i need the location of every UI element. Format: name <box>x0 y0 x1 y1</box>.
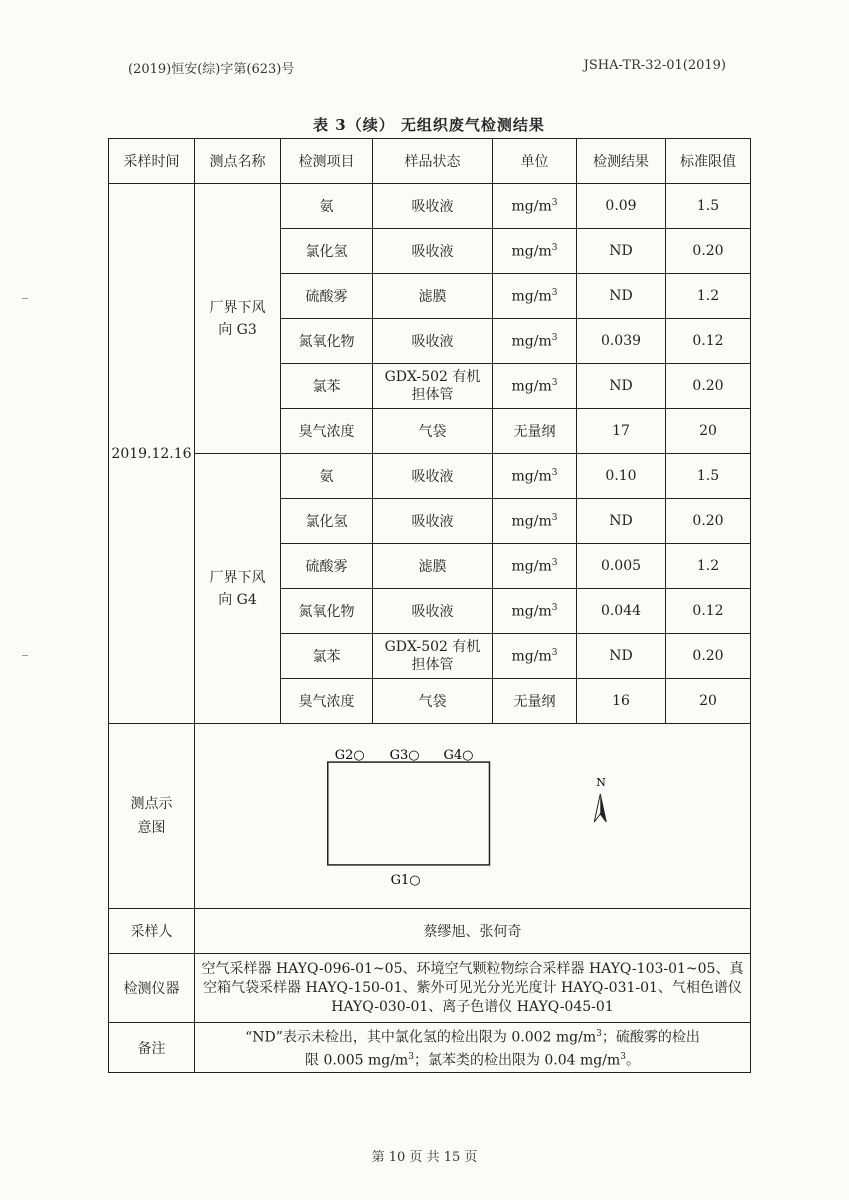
unit-text: mg/m <box>511 603 552 620</box>
col-header: 检测结果 <box>577 139 666 184</box>
test-item <box>281 364 373 409</box>
unit <box>493 589 577 634</box>
sampling-point <box>195 454 281 724</box>
test-result <box>577 589 666 634</box>
standard-limit <box>666 274 751 319</box>
site-diagram <box>195 724 751 909</box>
site-diagram-svg <box>195 724 750 908</box>
sample-state <box>373 184 493 229</box>
test-result-text: 17 <box>612 423 630 439</box>
unit <box>493 319 577 364</box>
unit-text: 无量纲 <box>513 694 556 710</box>
test-result-text: ND <box>609 648 633 664</box>
remark-text: ；硫酸雾的检出 <box>601 1029 700 1046</box>
sample-state-text: GDX-502 有机担体管 <box>384 639 481 673</box>
standard-limit <box>666 634 751 679</box>
test-item-text: 氯苯 <box>312 379 341 395</box>
test-result-text: ND <box>609 513 633 529</box>
unit-sup: 3 <box>551 557 558 568</box>
test-item-text: 氮氧化物 <box>298 604 355 620</box>
test-result <box>577 184 666 229</box>
test-item <box>281 679 373 724</box>
test-item-text: 臭气浓度 <box>298 424 355 440</box>
sampler-value: 蔡缪旭、张何奇 <box>195 909 751 954</box>
table-row <box>109 184 751 229</box>
point-g4: G4○ <box>443 748 474 764</box>
standard-limit <box>666 679 751 724</box>
sample-state-text: 吸收液 <box>411 244 454 260</box>
sample-state-text: 气袋 <box>418 424 447 440</box>
test-result <box>577 364 666 409</box>
sample-state-text: 吸收液 <box>411 604 454 620</box>
unit <box>493 184 577 229</box>
document-number: (2019)恒安(综)字第(623)号 <box>128 62 295 77</box>
standard-limit <box>666 589 751 634</box>
unit-text: mg/m <box>511 513 552 530</box>
test-result-text: ND <box>609 288 633 304</box>
test-result <box>577 319 666 364</box>
test-result <box>577 409 666 454</box>
table-row <box>109 454 751 499</box>
instruments-value: 空气采样器 HAYQ-096-01~05、环境空气颗粒物综合采样器 HAYQ-103-01~05、真空箱气袋采样器 HAYQ-150-01、紫外可见光分光光度计 HAYQ-031-01、气相色谱仪 HAYQ-030-01、离子色谱仪 HAYQ-045-01 <box>195 954 751 1023</box>
standard-limit <box>666 364 751 409</box>
unit <box>493 229 577 274</box>
col-header: 单位 <box>493 139 577 184</box>
unit-text: mg/m <box>511 243 552 260</box>
remark-text: 限 0.005 mg/m <box>305 1052 409 1069</box>
sample-state <box>373 319 493 364</box>
test-item <box>281 184 373 229</box>
point-g2: G2○ <box>334 748 365 764</box>
standard-limit <box>666 499 751 544</box>
diagram-label-text: 测点示意图 <box>130 796 173 836</box>
sampler-label: 采样人 <box>109 909 195 954</box>
standard-limit-text: 0.20 <box>692 378 724 394</box>
standard-limit <box>666 544 751 589</box>
sample-state-text: GDX-502 有机担体管 <box>384 369 481 403</box>
unit-text: mg/m <box>511 288 552 305</box>
unit-sup: 3 <box>551 377 558 388</box>
test-result-text: 0.10 <box>605 468 637 484</box>
sample-state-text: 吸收液 <box>411 514 454 530</box>
standard-limit-text: 0.20 <box>692 243 724 259</box>
test-item-text: 氯化氢 <box>305 244 348 260</box>
standard-limit-text: 0.12 <box>692 333 724 349</box>
sample-state <box>373 229 493 274</box>
sample-state-text: 吸收液 <box>411 199 454 215</box>
unit <box>493 409 577 454</box>
unit-sup: 3 <box>551 467 558 478</box>
unit-sup: 3 <box>551 197 558 208</box>
standard-limit <box>666 409 751 454</box>
unit-text: mg/m <box>511 468 552 485</box>
unit <box>493 364 577 409</box>
remark-label: 备注 <box>109 1023 195 1073</box>
test-item-text: 氨 <box>319 469 334 485</box>
table-title: 表 3（续） 无组织废气检测结果 <box>313 116 545 134</box>
col-header: 标准限值 <box>666 139 751 184</box>
test-item <box>281 454 373 499</box>
unit-text: 无量纲 <box>513 424 556 440</box>
test-item-text: 氮氧化物 <box>298 334 355 350</box>
test-item-text: 氯化氢 <box>305 514 348 530</box>
test-item <box>281 229 373 274</box>
unit-text: mg/m <box>511 333 552 350</box>
unit-sup: 3 <box>551 332 558 343</box>
test-item-text: 硫酸雾 <box>305 289 348 305</box>
test-result-text: 16 <box>612 693 630 709</box>
unit-sup: 3 <box>551 242 558 253</box>
test-item <box>281 499 373 544</box>
test-result-text: 0.044 <box>600 603 642 619</box>
sample-state-text: 吸收液 <box>411 334 454 350</box>
col-header: 测点名称 <box>195 139 281 184</box>
remark-sup: 3 <box>620 1051 626 1062</box>
standard-limit-text: 20 <box>699 693 717 709</box>
test-result <box>577 634 666 679</box>
standard-limit-text: 1.2 <box>696 558 720 574</box>
test-item <box>281 544 373 589</box>
sample-state <box>373 364 493 409</box>
standard-limit-text: 1.2 <box>696 288 720 304</box>
test-result <box>577 454 666 499</box>
test-result-text: 0.09 <box>605 198 637 214</box>
test-item <box>281 274 373 319</box>
point-g1: G1○ <box>390 872 421 888</box>
remark-text: “ND”表示未检出，其中氯化氢的检出限为 0.002 mg/m <box>245 1029 597 1046</box>
test-result <box>577 499 666 544</box>
unit-sup: 3 <box>551 647 558 658</box>
standard-limit <box>666 454 751 499</box>
unit <box>493 634 577 679</box>
test-result <box>577 679 666 724</box>
unit <box>493 679 577 724</box>
standard-limit-text: 0.20 <box>692 513 724 529</box>
unit-text: mg/m <box>511 378 552 395</box>
north-label: N <box>596 776 606 790</box>
test-item-text: 臭气浓度 <box>298 694 355 710</box>
sample-state <box>373 274 493 319</box>
sampling-point-text: 厂界下风向 G3 <box>209 299 266 338</box>
unit <box>493 544 577 589</box>
sample-state-text: 气袋 <box>418 694 447 710</box>
sample-state <box>373 409 493 454</box>
page-footer: 第 10 页 共 15 页 <box>371 1150 478 1165</box>
sampling-point <box>195 184 281 454</box>
standard-limit <box>666 184 751 229</box>
test-result-text: 0.039 <box>600 333 642 349</box>
test-item-text: 硫酸雾 <box>305 559 348 575</box>
standard-limit-text: 20 <box>699 423 717 439</box>
standard-limit-text: 0.20 <box>692 648 724 664</box>
sample-state <box>373 679 493 724</box>
standard-limit <box>666 319 751 364</box>
test-item <box>281 409 373 454</box>
col-header: 采样时间 <box>109 139 195 184</box>
sample-state-text: 滤膜 <box>418 559 447 575</box>
test-result <box>577 229 666 274</box>
unit-text: mg/m <box>511 558 552 575</box>
point-g3: G3○ <box>389 748 420 764</box>
standard-limit-text: 1.5 <box>696 198 720 214</box>
unit-text: mg/m <box>511 198 552 215</box>
diagram-label <box>109 724 195 909</box>
test-result <box>577 274 666 319</box>
sample-state <box>373 634 493 679</box>
sample-state <box>373 454 493 499</box>
unit-sup: 3 <box>551 287 558 298</box>
standard-limit-text: 1.5 <box>696 468 720 484</box>
sample-state <box>373 589 493 634</box>
report-code: JSHA-TR-32-01(2019) <box>583 58 726 73</box>
margin-mark <box>22 298 28 299</box>
results-table <box>108 138 751 1073</box>
instruments-label: 检测仪器 <box>109 954 195 1023</box>
remark-text: ；氯苯类的检出限为 0.04 mg/m <box>413 1052 621 1069</box>
remark-sup: 3 <box>408 1051 414 1062</box>
remark-value <box>195 1023 751 1073</box>
col-header: 样品状态 <box>373 139 493 184</box>
test-item <box>281 319 373 364</box>
test-item-text: 氨 <box>319 199 334 215</box>
sample-state <box>373 544 493 589</box>
col-header: 检测项目 <box>281 139 373 184</box>
sample-state-text: 吸收液 <box>411 469 454 485</box>
unit <box>493 274 577 319</box>
test-item-text: 氯苯 <box>312 649 341 665</box>
standard-limit-text: 0.12 <box>692 603 724 619</box>
sampling-time: 2019.12.16 <box>109 184 195 724</box>
test-item <box>281 634 373 679</box>
test-result-text: ND <box>609 243 633 259</box>
sample-state <box>373 499 493 544</box>
test-result-text: ND <box>609 378 633 394</box>
test-result <box>577 544 666 589</box>
plant-boundary <box>328 762 490 865</box>
unit-sup: 3 <box>551 602 558 613</box>
unit <box>493 499 577 544</box>
remark-text: 。 <box>626 1052 640 1069</box>
margin-mark <box>22 655 28 656</box>
unit-text: mg/m <box>511 648 552 665</box>
standard-limit <box>666 229 751 274</box>
unit-sup: 3 <box>551 512 558 523</box>
unit <box>493 454 577 499</box>
remark-sup: 3 <box>596 1029 602 1039</box>
sampling-point-text: 厂界下风向 G4 <box>209 569 266 608</box>
sample-state-text: 滤膜 <box>418 289 447 305</box>
test-result-text: 0.005 <box>600 558 642 574</box>
test-item <box>281 589 373 634</box>
